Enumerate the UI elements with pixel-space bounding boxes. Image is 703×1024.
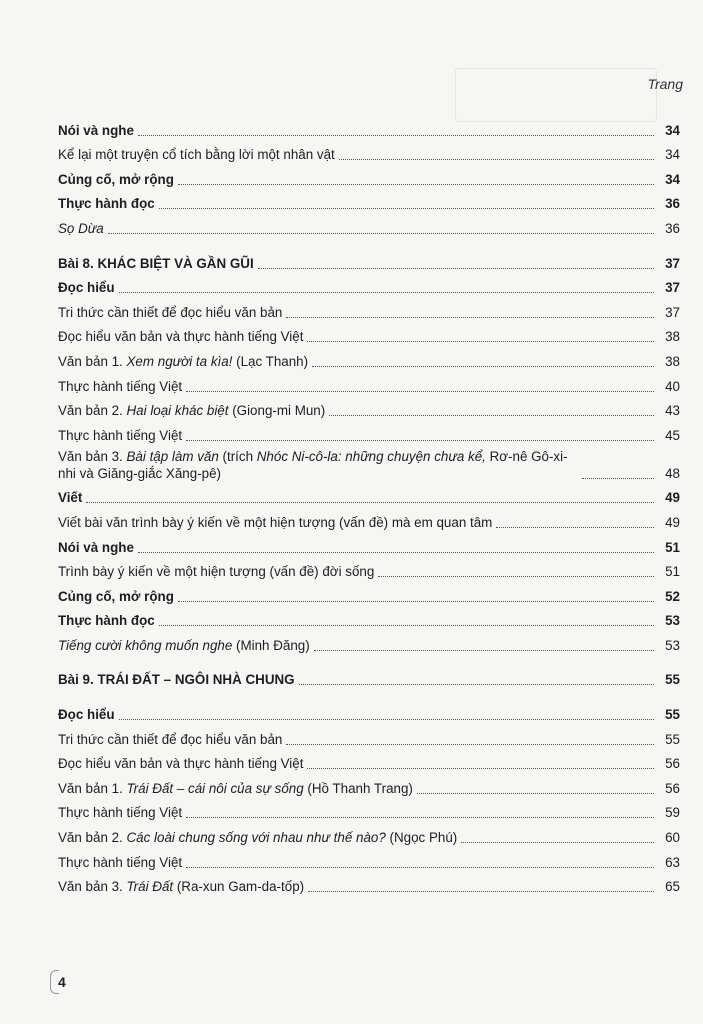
toc-title-part: (trích: [218, 448, 257, 464]
toc-entry: [58, 395, 680, 420]
toc-entry-title: [58, 781, 413, 797]
toc-entry-page: 49: [665, 514, 680, 530]
dot-leader: [138, 551, 654, 553]
toc-entry: [58, 605, 680, 630]
toc-entry: [58, 296, 680, 321]
toc-entry-page: 52: [665, 588, 680, 604]
toc-entry-page: 55: [665, 672, 680, 688]
toc-entry-title: [58, 672, 295, 688]
toc-entry: [58, 419, 680, 444]
toc-entry-page: 51: [665, 564, 680, 580]
dot-leader: [308, 890, 654, 892]
toc-entry-title: [58, 515, 492, 531]
toc-entry-page: 36: [665, 220, 680, 236]
toc-title-part: Thực hành tiếng Việt: [58, 854, 183, 870]
toc-title-part: Rơ-nê Gô-xi-nhi và Giăng-giắc Xăng-pê): [58, 448, 568, 481]
dot-leader: [186, 390, 654, 392]
toc-entry-title: [58, 221, 104, 237]
dot-leader: [312, 365, 654, 367]
toc-title-part: Nói và nghe: [58, 122, 134, 138]
toc-entry: [58, 821, 680, 846]
toc-entry-title: [58, 448, 578, 482]
toc-title-part: Trái Đất: [126, 879, 174, 895]
dot-leader: [108, 232, 654, 234]
toc-entry-page: 59: [665, 805, 680, 821]
toc-title-part: Thực hành tiếng Việt: [58, 805, 183, 821]
toc-entry: [58, 114, 680, 139]
toc-entry-page: 51: [665, 539, 680, 555]
toc-entry: [58, 247, 680, 272]
toc-title-part: (Hồ Thanh Trang): [303, 780, 413, 796]
toc-title-part: Thực hành tiếng Việt: [58, 378, 183, 394]
dot-leader: [329, 414, 654, 416]
dot-leader: [159, 624, 654, 626]
toc-title-part: (Minh Đăng): [232, 637, 310, 653]
toc-entry: [58, 212, 680, 237]
toc-entry-title: [58, 379, 182, 395]
toc-entry: [58, 531, 680, 556]
dot-leader: [299, 683, 654, 685]
toc-entry-title: [58, 564, 374, 580]
toc-entry: [58, 698, 680, 723]
toc-title-part: Hai loại khác biệt: [126, 403, 229, 419]
dot-leader: [186, 816, 654, 818]
toc-title-part: Đọc hiểu: [58, 280, 115, 296]
toc-title-part: Kể lại một truyện cổ tích bằng lời một nhân vật: [58, 147, 335, 163]
toc-entry: [58, 444, 680, 482]
toc-entry: [58, 846, 680, 871]
toc-entry-title: [58, 147, 335, 163]
toc-title-part: (Ra-xun Gam-da-tốp): [173, 879, 305, 895]
toc-entry: [58, 163, 680, 188]
toc-title-part: Bài 8. KHÁC BIỆT VÀ GẦN GŨI: [58, 255, 254, 271]
toc-entry-title: [58, 805, 182, 821]
toc-entry-title: [58, 256, 254, 272]
toc-entry-title: [58, 123, 134, 139]
toc-entry-title: [58, 280, 115, 296]
toc-title-part: Bài 9. TRÁI ĐẤT – NGÔI NHÀ CHUNG: [58, 672, 295, 688]
toc-entry-page: 48: [665, 465, 680, 481]
toc-entry-page: 56: [665, 780, 680, 796]
toc-entry: [58, 580, 680, 605]
toc-entry: [58, 482, 680, 507]
page-number-bracket: [50, 970, 59, 994]
toc-entry: [58, 629, 680, 654]
toc-title-part: Tiếng cười không muốn nghe: [58, 637, 233, 653]
toc-entry-title: [58, 879, 304, 895]
toc-entry: [58, 664, 680, 689]
dot-leader: [417, 792, 654, 794]
toc-entry: [58, 723, 680, 748]
page-number-text: 4: [58, 974, 66, 990]
toc-entry-title: [58, 428, 182, 444]
toc-title-part: Thực hành tiếng Việt: [58, 427, 183, 443]
toc-title-part: Văn bản 1.: [58, 353, 127, 369]
toc-title-part: Tri thức cần thiết để đọc hiểu văn bản: [58, 304, 283, 320]
toc-title-part: Xem người ta kìa!: [126, 353, 233, 369]
toc-entry: [58, 797, 680, 822]
toc-entry-page: 38: [665, 353, 680, 369]
dot-leader: [307, 340, 654, 342]
toc-title-part: Viết bài văn trình bày ý kiến về một hiện tượng (vấn đề) mà em quan tâm: [58, 514, 493, 530]
toc-entry-page: 53: [665, 637, 680, 653]
toc-entry-page: 34: [665, 147, 680, 163]
dot-leader: [307, 767, 654, 769]
dot-leader: [339, 158, 654, 160]
toc-entry-page: 55: [665, 731, 680, 747]
toc-entry-page: 49: [665, 490, 680, 506]
dot-leader: [378, 575, 654, 577]
toc-entry-page: 55: [665, 707, 680, 723]
toc-title-part: Văn bản 3.: [58, 448, 127, 464]
dot-leader: [178, 600, 654, 602]
toc-entry: [58, 321, 680, 346]
toc-title-part: Thực hành đọc: [58, 196, 155, 212]
toc-entry-page: 56: [665, 756, 680, 772]
toc-entry-title: [58, 329, 303, 345]
toc-entry-page: 34: [665, 171, 680, 187]
toc-title-part: Bài tập làm văn: [126, 448, 219, 464]
dot-leader: [178, 183, 654, 185]
toc-title-part: Củng cố, mở rộng: [58, 588, 174, 604]
toc-entry-page: 45: [665, 427, 680, 443]
toc-entry: [58, 272, 680, 297]
toc-entry-title: [58, 589, 174, 605]
toc-entry-page: 37: [665, 255, 680, 271]
dot-leader: [138, 134, 654, 136]
toc-entry: [58, 772, 680, 797]
dot-leader: [119, 291, 654, 293]
toc-entry: [58, 556, 680, 581]
toc-title-part: (Ngọc Phú): [385, 830, 458, 846]
toc-entry-page: 43: [665, 403, 680, 419]
toc-entry-title: [58, 540, 134, 556]
toc-entry-title: [58, 403, 325, 419]
toc-entry-title: [58, 638, 310, 654]
toc-entry: [58, 871, 680, 896]
toc-title-part: Đọc hiểu văn bản và thực hành tiếng Việt: [58, 756, 304, 772]
toc-entry: [58, 188, 680, 213]
toc-entry-page: 37: [665, 304, 680, 320]
toc-title-part: Trái Đất – cái nôi của sự sống: [126, 780, 304, 796]
dot-leader: [286, 743, 654, 745]
toc-entry-page: 53: [665, 613, 680, 629]
toc-entry: [58, 370, 680, 395]
toc-entry-title: [58, 613, 155, 629]
toc-title-part: Văn bản 2.: [58, 403, 127, 419]
dot-leader: [119, 718, 654, 720]
toc-entry-page: 40: [665, 378, 680, 394]
toc-entry-title: [58, 305, 282, 321]
toc-entry-page: 63: [665, 854, 680, 870]
dot-leader: [258, 267, 654, 269]
toc-entry-title: [58, 855, 182, 871]
toc-title-part: Nói và nghe: [58, 539, 134, 555]
page-column-header: Trang: [647, 76, 683, 92]
toc-entry-page: 60: [665, 830, 680, 846]
toc-title-part: Văn bản 2.: [58, 830, 127, 846]
toc-entry-page: 37: [665, 280, 680, 296]
toc-entry-title: [58, 354, 308, 370]
toc-title-part: Thực hành đọc: [58, 613, 155, 629]
page-number: [58, 974, 66, 990]
toc-entry: [58, 506, 680, 531]
toc-entry: [58, 139, 680, 164]
toc-entry-page: 34: [665, 122, 680, 138]
toc-title-part: Trình bày ý kiến về một hiện tượng (vấn đề) đời sống: [58, 564, 375, 580]
dot-leader: [159, 207, 654, 209]
toc-title-part: Đọc hiểu văn bản và thực hành tiếng Việt: [58, 329, 304, 345]
dot-leader: [286, 316, 654, 318]
dot-leader: [314, 649, 654, 651]
toc-entry-title: [58, 756, 303, 772]
toc-entry-page: 38: [665, 329, 680, 345]
toc-title-part: Văn bản 3.: [58, 879, 127, 895]
table-of-contents: [58, 114, 680, 895]
toc-entry: [58, 345, 680, 370]
dot-leader: [86, 501, 654, 503]
dot-leader: [461, 841, 654, 843]
dot-leader: [496, 526, 654, 528]
toc-title-part: Các loài chung sống với nhau như thế nào?: [126, 830, 386, 846]
toc-entry: [58, 748, 680, 773]
toc-title-part: (Giong-mi Mun): [228, 403, 326, 419]
dot-leader: [186, 866, 654, 868]
toc-title-part: Văn bản 1.: [58, 780, 127, 796]
toc-title-part: Viết: [58, 490, 83, 506]
toc-title-part: Nhóc Ni-cô-la: những chuyện chưa kể,: [256, 448, 486, 464]
dot-leader: [186, 439, 654, 441]
toc-title-part: Củng cố, mở rộng: [58, 171, 174, 187]
toc-title-part: Sọ Dừa: [58, 220, 104, 236]
dot-leader: [582, 477, 654, 479]
toc-entry-title: [58, 172, 174, 188]
toc-title-part: (Lạc Thanh): [232, 353, 309, 369]
toc-entry-title: [58, 830, 457, 846]
toc-entry-title: [58, 707, 115, 723]
toc-entry-page: 36: [665, 196, 680, 212]
toc-title-part: Tri thức cần thiết để đọc hiểu văn bản: [58, 731, 283, 747]
toc-entry-title: [58, 490, 82, 506]
toc-entry-title: [58, 196, 155, 212]
toc-entry-title: [58, 732, 282, 748]
toc-title-part: Đọc hiểu: [58, 707, 115, 723]
toc-entry-page: 65: [665, 879, 680, 895]
